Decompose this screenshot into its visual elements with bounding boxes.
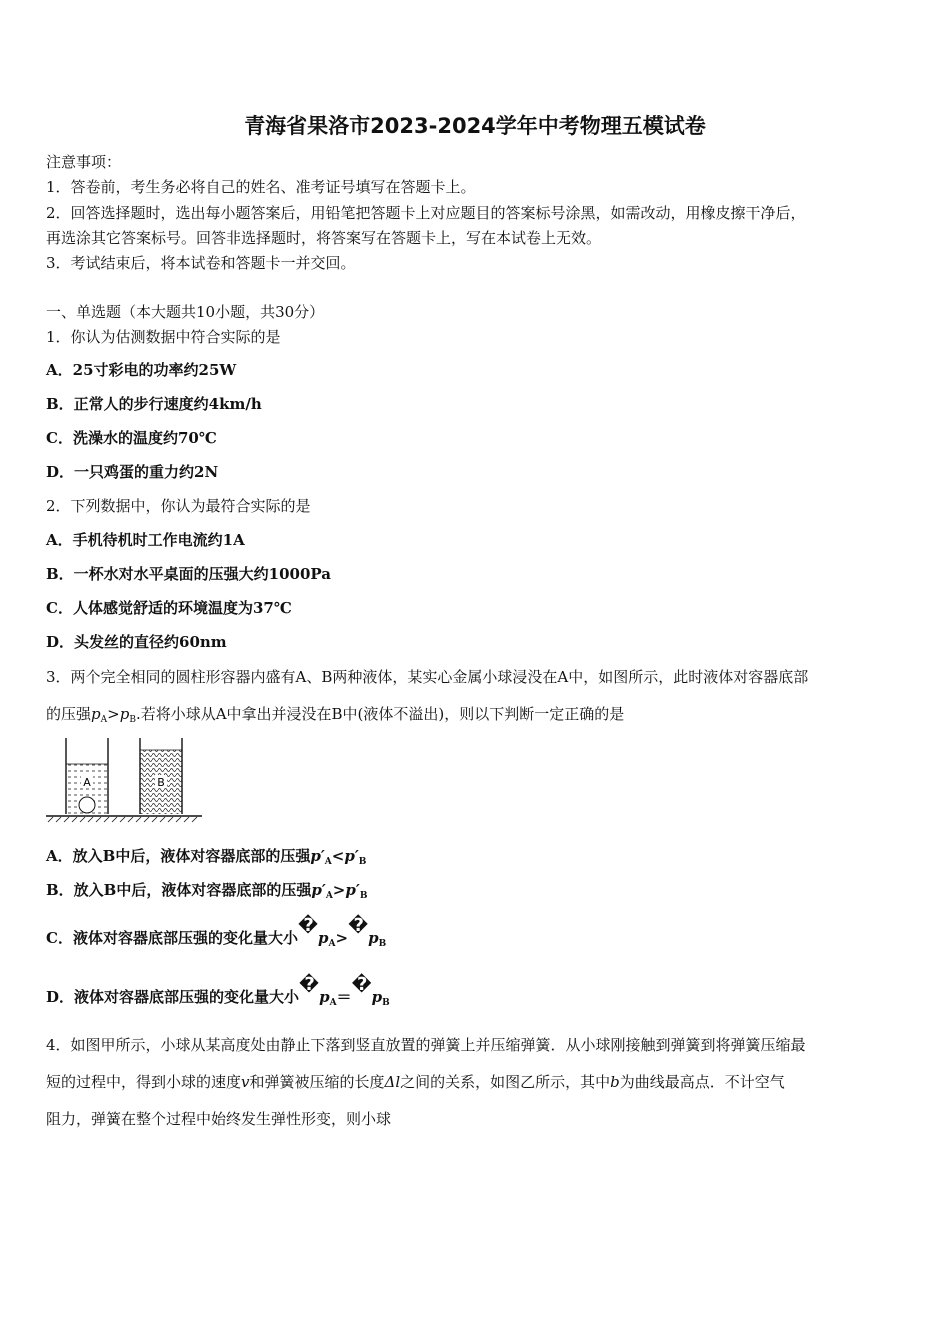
q4-line-3: 阻力，弹簧在整个过程中始终发生弹性形变，则小球 xyxy=(46,1110,392,1128)
q1-option-b: B．正常人的步行速度约4km/h xyxy=(46,395,262,413)
fig-label-a: A xyxy=(83,776,91,789)
q1-option-c: C．洗澡水的温度约70℃ xyxy=(46,429,217,447)
notice-item-1: 1．答卷前，考生务必将自己的姓名、准考证号填写在答题卡上。 xyxy=(46,178,476,196)
q2-option-c: C．人体感觉舒适的环境温度为37℃ xyxy=(46,599,292,617)
q3-option-b: B．放入B中后，液体对容器底部的压强$p'_A>p'_B$ xyxy=(46,881,368,901)
notice-item-3: 3．考试结束后，将本试卷和答题卡一并交回。 xyxy=(46,254,356,272)
notice-item-2-line-2: 再选涂其它答案标号。回答非选择题时，将答案写在答题卡上，写在本试卷上无效。 xyxy=(46,229,602,247)
q4-line-1: 4．如图甲所示，小球从某高度处由静止下落到竖直放置的弹簧上并压缩弹簧．从小球刚接触到弹簧到将弹簧压缩最 xyxy=(46,1036,806,1054)
q3-stem-line-1: 3．两个完全相同的圆柱形容器内盛有A、B两种液体，某实心金属小球浸没在A中，如图所示，此时液体对容器底部 xyxy=(46,668,809,686)
q3-option-d: D．液体对容器底部压强的变化量大小$�p_A=�p_B$ xyxy=(46,974,390,1008)
q1-option-d: D．一只鸡蛋的重力约2N xyxy=(46,463,219,481)
fig-label-b: B xyxy=(157,776,165,789)
q4-line-2: 短的过程中，得到小球的速度v和弹簧被压缩的长度Δl之间的关系，如图乙所示，其中b为曲线最高点．不计空气 xyxy=(46,1073,785,1091)
q1-option-a: A．25寸彩电的功率约25W xyxy=(46,361,237,379)
q3-option-a: A．放入B中后，液体对容器底部的压强$p'_A<p'_B$ xyxy=(46,847,367,867)
q2-option-a: A．手机待机时工作电流约1A xyxy=(46,531,245,549)
section-heading: 一、单选题（本大题共10小题，共30分） xyxy=(46,303,325,321)
q2-stem: 2．下列数据中，你认为最符合实际的是 xyxy=(46,497,311,515)
q3-stem-line-2: 的压强$p_A>p_B$.若将小球从A中拿出并浸没在B中(液体不溢出)，则以下判断一定正确的是 xyxy=(46,705,625,725)
q2-option-d: D．头发丝的直径约60nm xyxy=(46,633,227,651)
page-title: 青海省果洛市2023-2024学年中考物理五模试卷 xyxy=(244,114,706,138)
q3-option-c: C．液体对容器底部压强的变化量大小$�p_A>�p_B$ xyxy=(46,915,387,949)
q1-stem: 1．你认为估测数据中符合实际的是 xyxy=(46,328,281,346)
containers-figure xyxy=(44,732,204,824)
q2-option-b: B．一杯水对水平桌面的压强大约1000Pa xyxy=(46,565,332,583)
notice-heading: 注意事项： xyxy=(46,153,122,171)
metal-ball xyxy=(79,797,95,813)
notice-item-2-line-1: 2．回答选择题时，选出每小题答案后，用铅笔把答题卡上对应题目的答案标号涂黑，如需改动，用橡皮擦干净后， xyxy=(46,204,806,222)
